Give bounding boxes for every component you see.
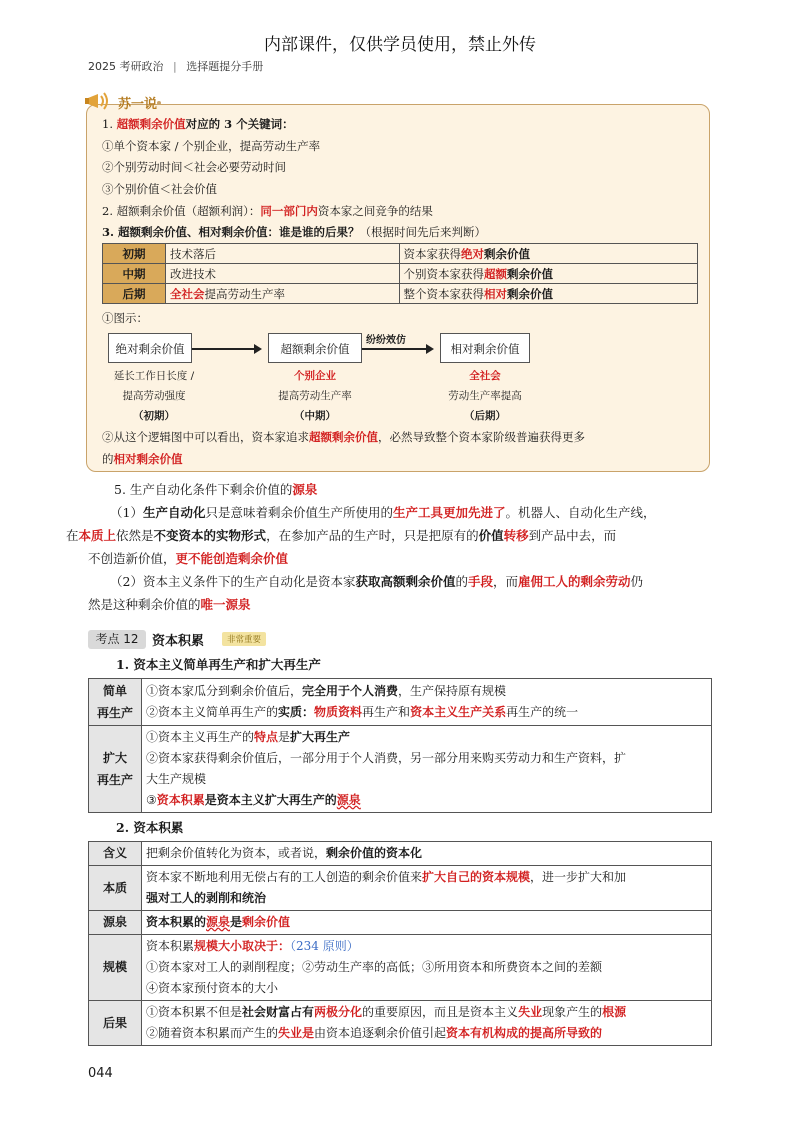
tip-line-7: ②从这个逻辑图中可以看出，资本家追求超额剩余价值，必然导致整个资本家阶级普遍获得更多 [102, 430, 585, 444]
table-row: 含义 把剩余价值转化为资本，或者说，剩余价值的资本化 [89, 842, 712, 866]
table-row: 本质 资本家不断地利用无偿占有的工人创造的剩余价值来扩大自己的资本规模，进一步扩大和加 强对工人的剥削和统治 [89, 866, 712, 911]
tip-line-8: 的相对剩余价值 [102, 452, 183, 466]
flow-arrow-label: 纷纷效仿 [366, 335, 406, 346]
megaphone-icon [84, 88, 114, 114]
phase-row: 中期 改进技术 个别资本家获得超额剩余价值 [103, 264, 698, 284]
flow-arrow-1 [192, 348, 254, 350]
section5-para2: （2）资本主义条件下的生产自动化是资本家获取高额剩余价值的手段，而雇佣工人的剩余劳动仍 然是这种剩余价值的唯一源泉 [88, 574, 644, 612]
flow-box-excess: 超额剩余价值 [268, 333, 362, 363]
subsection1-title: 1. 资本主义简单再生产和扩大再生产 [116, 657, 321, 672]
page-number: 044 [88, 1066, 113, 1081]
keypoint-title: 资本积累 [152, 634, 205, 649]
reproduction-table [88, 678, 712, 813]
flow-box-absolute: 绝对剩余价值 [108, 333, 192, 363]
importance-badge: 非常重要 [222, 632, 266, 646]
table-row: 扩大 再生产 ①资本主义再生产的特点是扩大再生产 ②资本家获得剩余价值后，一部分用于个人消费，另一部分用来购买劳动力和生产资料，扩 大生产规模 ③资本积累是资本主义扩大再生产的源泉 [89, 726, 712, 813]
table-row: 源泉 资本积累的源泉是剩余价值 [89, 911, 712, 935]
flow-box-relative: 相对剩余价值 [440, 333, 530, 363]
tip-line-3: ②个别劳动时间＜社会必要劳动时间 [102, 160, 286, 174]
tip-line-2: ①单个资本家 / 个别企业，提高劳动生产率 [102, 139, 321, 153]
flow-arrow-2 [362, 348, 426, 350]
table-row: 简单 再生产 ①资本家瓜分到剩余价值后，完全用于个人消费，生产保持原有规模 ②资本主义简单再生产的实质：物质资料再生产和资本主义生产关系再生产的统一 [89, 679, 712, 726]
tip-line-1: 1. 超额剩余价值对应的 3 个关键词： [102, 117, 294, 131]
flow-caption-early: 延长工作日长度 / 提高劳动强度 （初期） [113, 370, 195, 422]
section5-title: 5. 生产自动化条件下剩余价值的源泉 [114, 482, 318, 497]
arrow-head-icon [254, 344, 262, 354]
row-header-expanded: 扩大 再生产 [89, 726, 142, 813]
tip-line-6: 3. 超额剩余价值、相对剩余价值：谁是谁的后果？（根据时间先后来判断） [102, 225, 487, 239]
header-left: 2025 考研政治 [88, 60, 164, 73]
tip-tag [84, 88, 184, 114]
subsection2-title: 2. 资本积累 [116, 820, 184, 835]
tip-line-4: ③个别价值＜社会价值 [102, 182, 217, 196]
header-sep: | [173, 60, 177, 73]
section5-para1: （1）生产自动化只是意味着剩余价值生产所使用的生产工具更加先进了。机器人、自动化生产线， 在本质上依然是不变资本的实物形式，在参加产品的生产时，只是把原有的价值转移到产品中去，而 不创造新价值，更不能创造剩余价值 [66, 505, 656, 566]
table-row: 规模 资本积累规模大小取决于：（234 原则） ①资本家对工人的剥削程度；②劳动生产率的高低；③所用资本和所费资本之间的差额 ④资本家预付资本的大小 [89, 935, 712, 1001]
arrow-head-icon [426, 344, 434, 354]
banner: 内部课件，仅供学员使用，禁止外传 [264, 35, 536, 55]
phase-row: 后期 全社会提高劳动生产率 整个资本家获得相对剩余价值 [103, 284, 698, 304]
table-row: 后果 ①资本积累不但是社会财富占有两极分化的重要原因，而且是资本主义失业现象产生的根源 ②随着资本积累而产生的失业是由资本追逐剩余价值引起资本有机构成的提高所导致的 [89, 1001, 712, 1046]
tag-dots-decoration [156, 100, 186, 106]
keypoint-label: 考点 12 [88, 630, 146, 649]
flow-caption-mid: 个别企业 提高劳动生产率 （中期） [278, 370, 352, 422]
accumulation-table [88, 841, 712, 1046]
row-header-simple: 简单 再生产 [89, 679, 142, 726]
figure-label: ①图示： [102, 311, 148, 325]
header-right: 选择题提分手册 [186, 60, 264, 73]
tip-tag-label: 苏一说 [118, 97, 158, 112]
phase-row: 初期 技术落后 资本家获得绝对剩余价值 [103, 244, 698, 264]
running-header [88, 58, 263, 74]
tip-line-5: 2. 超额剩余价值（超额利润）：同一部门内资本家之间竞争的结果 [102, 204, 433, 218]
flow-caption-late: 全社会 劳动生产率提高 （后期） [448, 370, 522, 422]
phase-table [102, 243, 698, 304]
